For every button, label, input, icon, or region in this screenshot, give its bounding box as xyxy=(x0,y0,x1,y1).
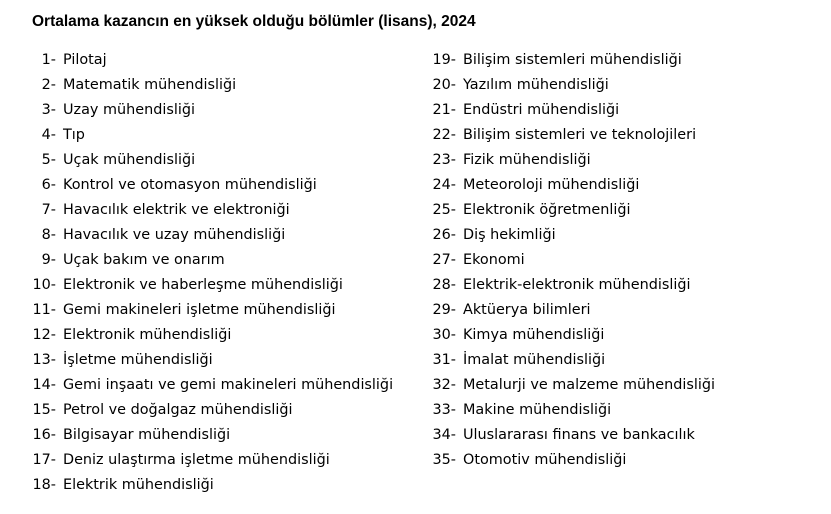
list-item xyxy=(420,148,831,173)
department-name: Yazılım mühendisliği xyxy=(463,77,609,93)
rank-number: 10- xyxy=(32,277,56,293)
rank-number: 13- xyxy=(32,352,56,368)
department-name: İmalat mühendisliği xyxy=(463,352,606,368)
rank-number: 9- xyxy=(41,252,56,268)
rank-number: 25- xyxy=(432,202,456,218)
rank-number: 20- xyxy=(432,77,456,93)
department-name: Matematik mühendisliği xyxy=(63,77,237,93)
list-item xyxy=(0,323,420,348)
department-name: Uçak bakım ve onarım xyxy=(63,252,225,268)
rank-number: 14- xyxy=(32,377,56,393)
department-name: Bilgisayar mühendisliği xyxy=(63,427,231,443)
list-item xyxy=(0,448,420,473)
department-name: Elektronik öğretmenliği xyxy=(463,202,631,218)
department-name: Uluslararası finans ve bankacılık xyxy=(463,427,695,443)
list-item xyxy=(0,423,420,448)
list-item xyxy=(0,173,420,198)
rank-number: 27- xyxy=(432,252,456,268)
rank-number: 1- xyxy=(41,52,56,68)
rank-number: 16- xyxy=(32,427,56,443)
department-name: Havacılık elektrik ve elektroniği xyxy=(63,202,290,218)
rank-number: 3- xyxy=(41,102,56,118)
list-item xyxy=(420,273,831,298)
rank-number: 19- xyxy=(432,52,456,68)
department-name: Gemi inşaatı ve gemi makineleri mühendisliği xyxy=(63,377,394,393)
list-item xyxy=(420,423,831,448)
department-name: Tıp xyxy=(63,127,85,143)
list-item xyxy=(0,48,420,73)
rank-number: 24- xyxy=(432,177,456,193)
page-title: Ortalama kazancın en yüksek olduğu bölümler (lisans), 2024 xyxy=(32,13,476,30)
rank-number: 12- xyxy=(32,327,56,343)
rank-number: 31- xyxy=(432,352,456,368)
department-name: Meteoroloji mühendisliği xyxy=(463,177,640,193)
rank-number: 34- xyxy=(432,427,456,443)
department-name: Makine mühendisliği xyxy=(463,402,612,418)
list-item xyxy=(420,323,831,348)
department-name: Aktüerya bilimleri xyxy=(463,302,591,318)
list-item xyxy=(0,223,420,248)
department-name: Bilişim sistemleri mühendisliği xyxy=(463,52,682,68)
list-item xyxy=(420,198,831,223)
list-item xyxy=(0,373,420,398)
list-item xyxy=(0,148,420,173)
rank-number: 2- xyxy=(41,77,56,93)
department-name: Fizik mühendisliği xyxy=(463,152,591,168)
rank-number: 15- xyxy=(32,402,56,418)
list-item xyxy=(0,398,420,423)
ranking-list-right xyxy=(420,48,831,473)
list-item xyxy=(420,448,831,473)
list-item xyxy=(420,348,831,373)
rank-number: 17- xyxy=(32,452,56,468)
list-item xyxy=(420,373,831,398)
rank-number: 23- xyxy=(432,152,456,168)
department-name: Elektronik mühendisliği xyxy=(63,327,232,343)
list-item xyxy=(420,48,831,73)
rank-number: 30- xyxy=(432,327,456,343)
department-name: Uçak mühendisliği xyxy=(63,152,196,168)
rank-number: 29- xyxy=(432,302,456,318)
department-name: Bilişim sistemleri ve teknolojileri xyxy=(463,127,697,143)
rank-number: 22- xyxy=(432,127,456,143)
department-name: Elektrik-elektronik mühendisliği xyxy=(463,277,691,293)
rank-number: 21- xyxy=(432,102,456,118)
department-name: Metalurji ve malzeme mühendisliği xyxy=(463,377,715,393)
list-item xyxy=(420,298,831,323)
list-item xyxy=(0,198,420,223)
list-item xyxy=(0,298,420,323)
rank-number: 7- xyxy=(41,202,56,218)
rank-number: 8- xyxy=(41,227,56,243)
list-item xyxy=(0,98,420,123)
list-item xyxy=(420,73,831,98)
rank-number: 26- xyxy=(432,227,456,243)
department-name: Ekonomi xyxy=(463,252,525,268)
department-name: İşletme mühendisliği xyxy=(63,352,213,368)
rank-number: 4- xyxy=(41,127,56,143)
rank-number: 35- xyxy=(432,452,456,468)
department-name: Elektrik mühendisliği xyxy=(63,477,214,493)
department-name: Havacılık ve uzay mühendisliği xyxy=(63,227,286,243)
department-name: Petrol ve doğalgaz mühendisliği xyxy=(63,402,293,418)
list-item xyxy=(0,473,420,498)
rank-number: 11- xyxy=(32,302,56,318)
department-name: Gemi makineleri işletme mühendisliği xyxy=(63,302,336,318)
rank-number: 33- xyxy=(432,402,456,418)
department-name: Otomotiv mühendisliği xyxy=(463,452,627,468)
list-item xyxy=(0,73,420,98)
list-item xyxy=(0,273,420,298)
department-name: Uzay mühendisliği xyxy=(63,102,195,118)
department-name: Endüstri mühendisliği xyxy=(463,102,620,118)
list-item xyxy=(0,348,420,373)
department-name: Kimya mühendisliği xyxy=(463,327,605,343)
department-name: Diş hekimliği xyxy=(463,227,556,243)
rank-number: 32- xyxy=(432,377,456,393)
ranking-list-left xyxy=(0,48,420,498)
list-item xyxy=(420,98,831,123)
list-item xyxy=(420,123,831,148)
list-item xyxy=(420,223,831,248)
department-name: Deniz ulaştırma işletme mühendisliği xyxy=(63,452,330,468)
list-item xyxy=(420,173,831,198)
rank-number: 28- xyxy=(432,277,456,293)
department-name: Kontrol ve otomasyon mühendisliği xyxy=(63,177,317,193)
list-item xyxy=(420,248,831,273)
list-item xyxy=(420,398,831,423)
department-name: Pilotaj xyxy=(63,52,107,68)
list-item xyxy=(0,123,420,148)
rank-number: 5- xyxy=(41,152,56,168)
rank-number: 6- xyxy=(41,177,56,193)
department-name: Elektronik ve haberleşme mühendisliği xyxy=(63,277,343,293)
list-item xyxy=(0,248,420,273)
rank-number: 18- xyxy=(32,477,56,493)
